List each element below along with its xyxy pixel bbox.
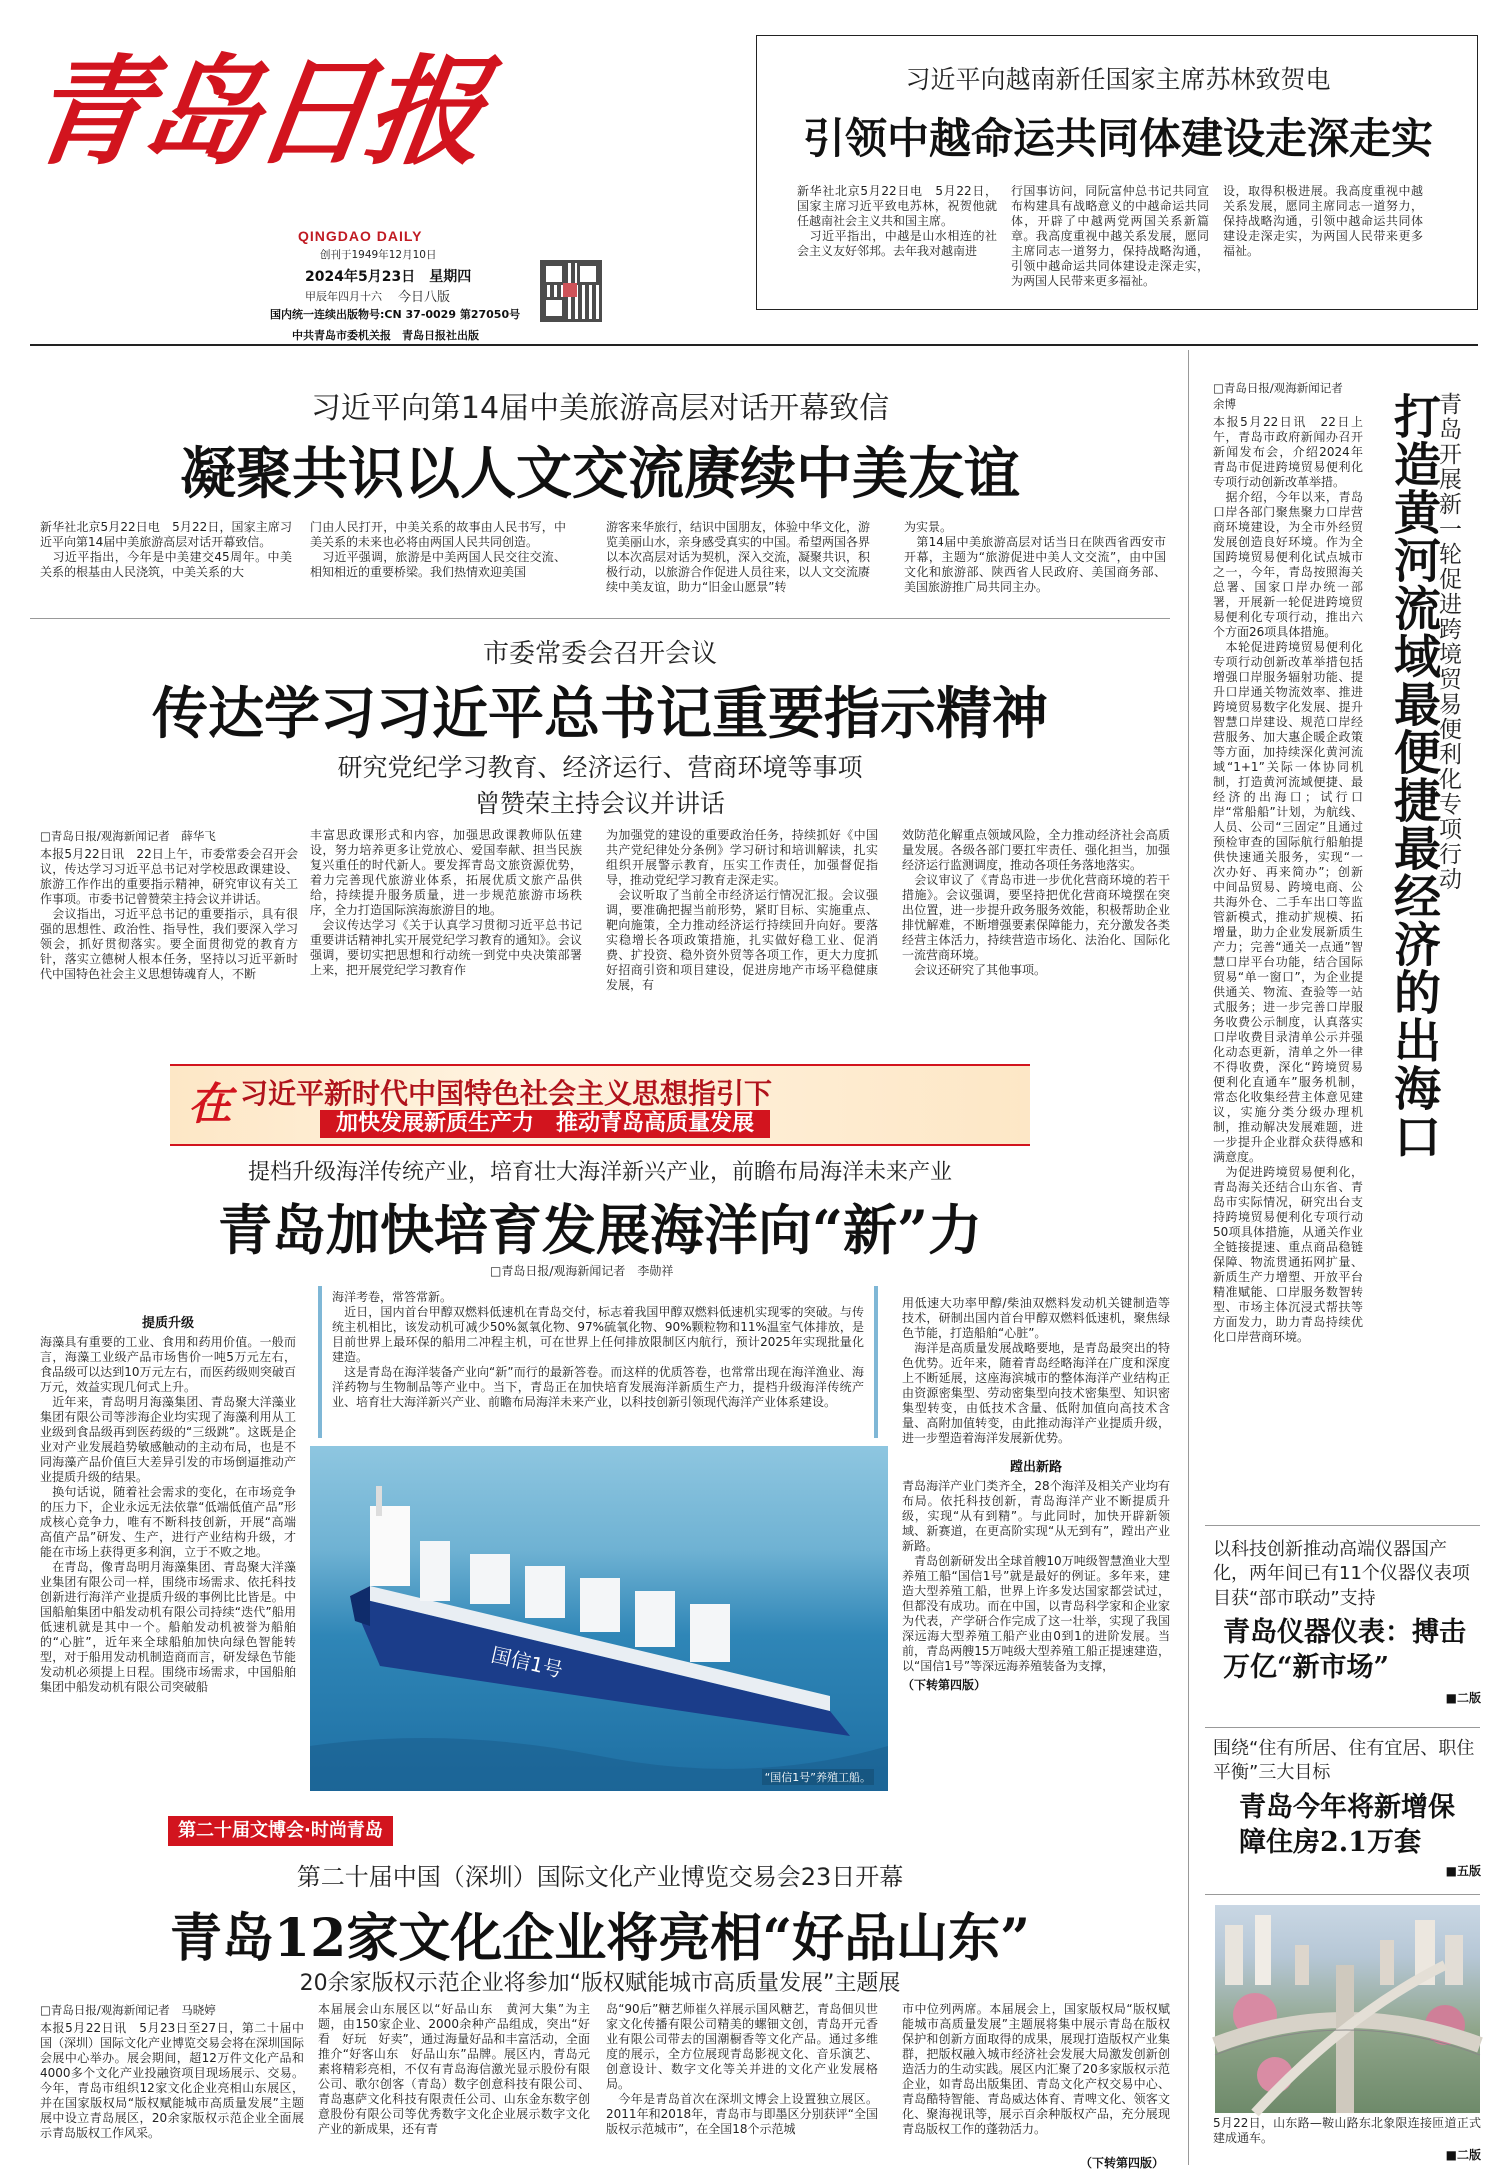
story3-byline: □青岛日报/观海新闻记者 薛华飞 — [40, 829, 216, 843]
story2-col-3 — [606, 520, 870, 610]
masthead-divider — [30, 344, 1478, 346]
continue-link[interactable]: （下转第四版） — [1080, 2156, 1165, 2170]
story5-text: 岛“90后”糖艺师崔久祥展示国风糖艺，青岛佃贝世家文化传播有限公司精美的螺钿文创，青岛开元香业有限公司带去的国潮橱香等文化产品。通过多维度的展示，全方位展现青岛影视文化、音乐演艺、创意设计、数字文化等关并进的文化产业发展格局。 今年是青岛首次在深圳文博会上设置独立展区。2011年和2018年，青岛市与即墨区分别获评“全国版权示范城市”，在全国18个示范城 — [606, 2002, 878, 2136]
brief1-headline[interactable]: 青岛仪器仪表：搏击万亿“新市场” — [1223, 1616, 1466, 1683]
story3-text: 效防范化解重点领域风险，全力推动经济社会高质量发展。各级各部门要扛牢责任、强化担当，加强经济运行监测调度，推动各项任务落地落实。 会议审议了《青岛市进一步优化营商环境的若干措施》。会议强调，要坚持把优化营商环境摆在突出位置，进一步提升政务服务效能，积极帮助企业排忧解难，不断增强要素保障能力，充分激发各类经营主体活力，持续营造市场化、法治化、国际化一流营商环境。 会议还研究了其他事项。 — [902, 828, 1170, 977]
story5-byline: □青岛日报/观海新闻记者 马晓婷 — [40, 2003, 216, 2017]
sidebar-vertical-headline[interactable]: 打造黄河流域最便捷最经济的出海口 — [1386, 392, 1441, 1160]
masthead-founded: 创刊于1949年12月10日 — [320, 249, 437, 261]
brief2-page[interactable]: ■五版 — [1445, 1863, 1481, 1878]
ship-name: 国信1号 — [488, 1642, 566, 1683]
top-story-text: 设，取得积极进展。我高度重视中越关系发展，愿同主席同志一道努力，保持战略沟通，引领中越命运共同体建设走深走实，为两国人民带来更多福祉。 — [1223, 184, 1423, 258]
story5-kicker: 第二十届中国（深圳）国际文化产业博览交易会23日开幕 — [296, 1863, 904, 1891]
top-story-headline[interactable]: 引领中越命运共同体建设走深走实 — [802, 114, 1433, 163]
masthead-logo: 青岛日报 — [21, 42, 489, 181]
top-story-text: 行国事访问，同阮富仲总书记共同宣布构建具有战略意义的中越命运共同体，开辟了中越两党两国关系新篇章。我高度重视中越关系发展，愿同主席同志一道努力，保持战略沟通，引领中越命运共同体建设走深走实，为两国人民带来更多福祉。 — [1011, 184, 1209, 288]
story5-text: 市中位列两席。本届展会上，国家版权局“版权赋能城市高质量发展”主题展将集中展示青岛在版权保护和创新方面取得的成果，展现打造版权产业集群，把版权融入城市经济社会发展大局激发创新创造活力的生动实践。展区内汇聚了20多家版权示范企业，如青岛出版集团、青岛文化产权交易中心、青岛酷特智能、青岛威达体育、青啤文化、领客文化、聚海视讯等，展示百余种版权产品，充分展现青岛版权工作的蓬勃活力。 — [902, 2002, 1170, 2136]
story3-text: 丰富思政课形式和内容，加强思政课教师队伍建设，努力培养更多让党放心、爱国奉献、担当民族复兴重任的时代新人。要发挥青岛文旅资源优势，着力完善现代旅游业体系，拓展优质文旅产品供给，持续提升服务质量，进一步规范旅游市场秩序，全力打造国际滨海旅游目的地。 会议传达学习《关于认真学习贯彻习近平总书记重要讲话精神扎实开展党纪学习教育的通知》。会议强调，要切实把思想和行动统一到党中央决策部署上来，把开展党纪学习教育作 — [310, 828, 582, 977]
story4-text: 青岛海洋产业门类齐全，28个海洋及相关产业均有布局。依托科技创新，青岛海洋产业不断提质升级，实现“从有到精”。与此同时，加快开辟新领域、新赛道，在更高阶实现“从无到有”，蹚出产业新路。 青岛创新研发出全球首艘10万吨级智慧渔业大型养殖工船“国信1号”就是最好的例证。多年来，建造大型养殖工船，世界上许多发达国家都尝试过，但都没有成功。而在中国，以青岛科学家和企业家为代表，产学研合作完成了这一壮举，实现了我国深远海大型养殖工船产业由0到1的进阶发展。当前，青岛两艘15万吨级大型养殖工船正提速建造，以“国信1号”等深远海养殖装备为支撑， — [902, 1479, 1170, 1673]
masthead-publisher: 中共青岛市委机关报 青岛日报社出版 — [292, 329, 479, 342]
story2-col-2 — [310, 520, 566, 610]
story3-headline[interactable]: 传达学习习近平总书记重要指示精神 — [152, 681, 1048, 747]
top-story-text: 新华社北京5月22日电 5月22日，国家主席习近平致电苏林，祝贺他就任越南社会主义共和国主席。 习近平指出，中越是山水相连的社会主义友好邻邦。去年我对越南进 — [797, 184, 997, 258]
interchange-illustration — [1215, 1905, 1480, 2113]
story2-headline[interactable]: 凝聚共识以人文交流赓续中美友谊 — [180, 441, 1020, 507]
top-story-col-1 — [797, 184, 997, 299]
story4-left-col — [40, 1306, 296, 1821]
interchange-caption-text: 5月22日，山东路—鞍山路东北象限连接匝道正式建成通车。 — [1213, 2116, 1481, 2145]
brief2 — [1213, 1737, 1481, 1887]
brief2-kicker: 围绕“住有所居、住有宜居、职住平衡”三大目标 — [1213, 1738, 1475, 1784]
top-story-col-3 — [1223, 184, 1423, 299]
ship-illustration — [310, 1446, 888, 1791]
continue-link[interactable]: （下转第四版） — [902, 1678, 987, 1692]
brief1-page[interactable]: ■二版 — [1445, 1691, 1481, 1706]
story4-intro: 海洋考卷，常答常新。 近日，国内首台甲醇双燃料低速机在青岛交付，标志着我国甲醇双燃料低速机实现零的突破。与传统主机相比，该发动机可减少50%氮氧化物、97%硫氧化物、90%颗粒物和11%温室气体排放，是目前世界上最环保的船用二冲程主机，可在世界上任何排放限制区内航行，预计2025年实现批量化建造。 这是青岛在海洋装备产业向“新”而行的最新答卷。而这样的优质答卷，也常常出现在海洋渔业、海洋药物与生物制品等产业中。当下，青岛正在加快培育发展海洋新质生产力，提档升级海洋传统产业、培育壮大海洋新兴产业、前瞻布局海洋未来产业，以科技创新引领现代海洋产业体系建设。 — [332, 1290, 864, 1409]
masthead-english: QINGDAO DAILY — [298, 228, 423, 244]
masthead — [21, 12, 530, 342]
banner-line1: 习近平新时代中国特色社会主义思想指引下 — [240, 1077, 773, 1110]
story5-text: 本届展会山东展区以“好品山东 黄河大集”为主题，由150家企业、2000余种产品组成，突出“好看 好玩 好卖”，通过海量好品和丰富活动，全面推介“好客山东 好品山东”品牌。展区内，青岛元素将精彩亮相，不仅有青岛海信激光显示股份有限公司、歌尔创客（青岛）数字创意科技有限公司、青岛惠萨文化科技有限责任公司、山东金东数字创意股份有限公司等优秀数字文化企业展示数字文化产业的新成果，还有青 — [318, 2002, 590, 2136]
story4-section2-title: 蹚出新路 — [1009, 1460, 1062, 1475]
story3-col-2 — [310, 828, 582, 1058]
sidebar-text: 本报5月22日讯 22日上午，青岛市政府新闻办召开新闻发布会，介绍2024年青岛市促进跨境贸易便利化专项行动创新改革举措。 据介绍，今年以来，青岛口岸各部门聚焦聚力口岸营商环境建设，为全市外经贸发展创造良好环境。作为全国跨境贸易便利化试点城市之一，今年，青岛按照海关总署、国家口岸办统一部署，开展新一轮促进跨境贸易便利化专项行动，推出六个方面26项具体措施。 本轮促进跨境贸易便利化专项行动创新改革举措包括增强口岸服务辐射功能、提升口岸通关物流效率、推进跨境贸易数字化发展、提升智慧口岸建设、规范口岸经营服务、加大惠企暖企政策等方面，加持续深化黄河流域“1+1”关际一体协同机制，打造黄河流域便捷、最经济的出海口；试行口岸“常船船”计划，为航线、人员、公司“三固定”且通过预检审查的国际航行船舶提供快速通关服务，实现“一次办好、再来简办”；创新中间品贸易、跨境电商、公共海外仓、二手车出口等监管新模式，推动扩规模、拓增量，助力企业发展新质生产力；完善“通关一点通”智慧口岸平台功能，结合国际贸易“单一窗口”，为企业提供通关、物流、查验等一站式服务；进一步完善口岸服务收费公示制度，认真落实口岸收费目录清单公示并强化动态更新，清单之外一律不得收费，深化“跨境贸易便利化直通车”服务机制，常态化收集经营主体意见建议，实施分类分级办理机制，推动解决发展难题，进一步提升企业群众获得感和满意度。 为促进跨境贸易便利化，青岛海关还结合山东省、青岛市实际情况，研究出台支持跨境贸易便利化专项行动50项具体措施，从通关作业全链接提速、重点商品稳链保障、物流贯通拓网扩量、新质生产力增塑、开放平台精准赋能、口岸服务数智转型、市场主体沉浸式帮扶等方面发力，助力青岛持续优化口岸营商环境。 — [1213, 415, 1363, 1344]
story4-text: 用低速大功率甲醇/柴油双燃料发动机关键制造等技术，研制出国内首台甲醇双燃料低速机，聚焦绿色节能，打造船舶“心脏”。 海洋是高质量发展战略要地，是青岛最突出的特色优势。近年来，随着青岛经略海洋在广度和深度上不断延展，这座海滨城市的整体海洋产业结构正由资源密集型、劳动密集型向技术密集型、知识密集型转变，由低技术含量、低附加值向高技术含量、高附加值转变，由此推动海洋产业提质升级，进一步塑造着海洋发展新优势。 — [902, 1296, 1170, 1445]
ship-photo-caption: “国信1号”养殖工船。 — [762, 1769, 874, 1785]
story4-right-col — [902, 1296, 1170, 1811]
masthead-lunar: 甲辰年四月十六 — [305, 290, 382, 303]
story3-text: 为加强党的建设的重要政治任务，持续抓好《中国共产党纪律处分条例》学习研讨和培训解读，扎实组织开展警示教育，压实工作责任，加强督促指导，推动党纪学习教育走深走实。 会议听取了当前全市经济运行情况汇报。会议强调，要准确把握当前形势，紧盯目标、实施重点、靶向施策，全力推动经济运行持续回升向好。要落实稳增长各项政策措施，扎实做好稳工业、促消费、扩投资、稳外资外贸等各项工作，更大力度抓好招商引资和项目建设，促进房地产市场平稳健康发展，有 — [606, 828, 878, 992]
sidebar-vertical-kicker: 青岛开展新一轮促进跨境贸易便利化专项行动 — [1435, 392, 1461, 892]
story4-byline: □青岛日报/观海新闻记者 李勋祥 — [490, 1264, 674, 1278]
story5-text: 本报5月22日讯 5月23日至27日，第二十届中国（深圳）国际文化产业博览交易会将在深圳国际会展中心举办。展会期间，超12万件文化产品和4000多个文化产业投融资项目现场展示、交易。今年，青岛市组织12家文化企业亮相山东展区，并在国家版权局“版权赋能城市高质量发展”主题展中设立青岛展区，20余家版权示范企业全面展示青岛版权工作风采。 — [40, 2021, 305, 2140]
story2-kicker: 习近平向第14届中美旅游高层对话开幕致信 — [310, 391, 890, 426]
story3-col-4 — [902, 828, 1170, 1058]
qr-code-icon — [540, 260, 602, 322]
column-divider — [1188, 350, 1189, 2165]
sidebar-body-wide — [1213, 1280, 1479, 1510]
divider — [30, 618, 1170, 619]
masthead-date: 2024年5月23日 星期四 — [305, 269, 472, 285]
divider — [1205, 1525, 1480, 1526]
story3-text: 本报5月22日讯 22日上午，市委常委会召开会议，传达学习习近平总书记对学校思政课建设、旅游工作作出的重要指示精神，研究审议有关工作事项。市委书记曾赞荣主持会议并讲话。 会议指出，习近平总书记的重要指示，具有很强的思想性、政治性、指导性，我们要深入学习领会，抓好贯彻落实。要全面贯彻党的教育方针，落实立德树人根本任务，坚持以习近平新时代中国特色社会主义思想铸魂育人，不断 — [40, 847, 298, 981]
divider — [1205, 1727, 1480, 1728]
ship-photo — [310, 1446, 888, 1791]
brief1 — [1213, 1538, 1481, 1716]
sidebar-body — [1213, 380, 1363, 1344]
story4-headline[interactable]: 青岛加快培育发展海洋向“新”力 — [217, 1198, 983, 1262]
story3-subhead: 研究党纪学习教育、经济运行、营商环境等事项 — [337, 753, 863, 782]
story4-text: 海藻具有重要的工业、食用和药用价值。一般而言，海藻工业级产品市场售价一吨5万元左右，食品级可以达到10万元左右，而医药级则突破百万元，效益实现几何式上升。 近年来，青岛明月海藻集团、青岛聚大洋藻业集团有限公司等涉海企业均实现了海藻利用从工业级到食品级再到医药级的“三级跳”。这既是企业对产业发展趋势敏感触动的主动布局，也是不同海藻产品价值巨大差异引发的市场倒逼推动产业提质升级的结果。 换句话说，随着社会需求的变化，在市场竞争的压力下，企业永远无法依靠“低端低值产品”形成核心竞争力，唯有不断科技创新，开展“高端高值产品”研发、生产，进行产业结构升级，才能在市场上获得更多利润，立于不败之地。 在青岛，像青岛明月海藻集团、青岛聚大洋藻业集团有限公司一样，围绕市场需求、依托科技创新进行海洋产业提质升级的事例比比皆是。中国船舶集团中船发动机有限公司持续“迭代”船用低速机就是其中一个。船舶发动机被誉为船舶的“心脏”，近年来全球船舶加快向绿色智能转型，对于船用发动机制造商而言，研发绿色节能发动机必须提上日程。围绕市场需求，中国船舶集团中船发动机有限公司突破船 — [40, 1335, 296, 1694]
story3-col-3 — [606, 828, 878, 1058]
divider — [1205, 1894, 1480, 1895]
top-story-box — [756, 35, 1478, 310]
story5-subhead: 20余家版权示范企业将参加“版权赋能城市高质量发展”主题展 — [299, 1971, 901, 1996]
masthead-serial: 国内统一连续出版物号:CN 37-0029 第27050号 — [270, 308, 521, 321]
campaign-banner — [170, 1064, 1030, 1146]
banner-lead-char: 在 — [188, 1079, 232, 1130]
story2-text: 门由人民打开，中美关系的故事由人民书写，中美关系的未来也必将由两国人民共同创造。 习近平强调，旅游是中美两国人民交往交流、相知相近的重要桥梁。我们热情欢迎美国 — [310, 520, 566, 579]
brief2-headline[interactable]: 青岛今年将新增保障住房2.1万套 — [1239, 1791, 1455, 1858]
story4-intro-box — [318, 1286, 878, 1438]
story2-col-4 — [904, 520, 1166, 610]
story5-col-2 — [318, 2002, 590, 2170]
story3-col-1 — [40, 828, 298, 1058]
story2-text: 新华社北京5月22日电 5月22日，国家主席习近平向第14届中美旅游高层对话开幕致信。 习近平指出，今年是中美建交45周年。中美关系的根基由人民浇筑，中美关系的大 — [40, 520, 292, 579]
top-story-col-2 — [1011, 184, 1209, 299]
story2-text: 游客来华旅行，结识中国朋友，体验中华文化，游览美丽山水，亲身感受真实的中国。希望两国各界以本次高层对话为契机，深入交流，凝聚共识，积极行动，以旅游合作促进人员往来，以人文交流赓续中美友谊，助力“旧金山愿景”转 — [606, 520, 871, 594]
story4-kicker: 提档升级海洋传统产业，培育壮大海洋新兴产业，前瞻布局海洋未来产业 — [247, 1160, 952, 1185]
story5-headline[interactable]: 青岛12家文化企业将亮相“好品山东” — [169, 1908, 1031, 1969]
masthead-pages: 今日八版 — [398, 290, 451, 305]
story5-col-1 — [40, 2002, 304, 2170]
top-story-kicker: 习近平向越南新任国家主席苏林致贺电 — [905, 65, 1331, 94]
story2-text: 为实景。 第14届中美旅游高层对话当日在陕西省西安市开幕，主题为“旅游促进中美人文交流”，由中国文化和旅游部、陕西省人民政府、美国商务部、美国旅游推广局共同主办。 — [904, 520, 1166, 594]
section-tag: 第二十届文博会·时尚青岛 — [168, 1816, 393, 1846]
story3-kicker: 市委常委会召开会议 — [482, 639, 717, 669]
sidebar-byline: □青岛日报/观海新闻记者 余博 — [1213, 381, 1355, 411]
interchange-caption — [1213, 2116, 1481, 2168]
banner-line2: 加快发展新质生产力 推动青岛高质量发展 — [320, 1110, 770, 1138]
story5-col-3 — [606, 2002, 878, 2170]
story3-subhead: 曾赞荣主持会议并讲话 — [474, 789, 725, 818]
story2-col-1 — [40, 520, 292, 610]
brief1-kicker: 以科技创新推动高端仪器国产化，两年间已有11个仪器仪表项目获“部市联动”支持 — [1213, 1539, 1470, 1609]
story4-section1-title: 提质升级 — [141, 1316, 194, 1331]
photo-page[interactable]: ■二版 — [1445, 2148, 1481, 2162]
story5-col-4 — [902, 2002, 1170, 2152]
interchange-photo — [1215, 1905, 1480, 2113]
